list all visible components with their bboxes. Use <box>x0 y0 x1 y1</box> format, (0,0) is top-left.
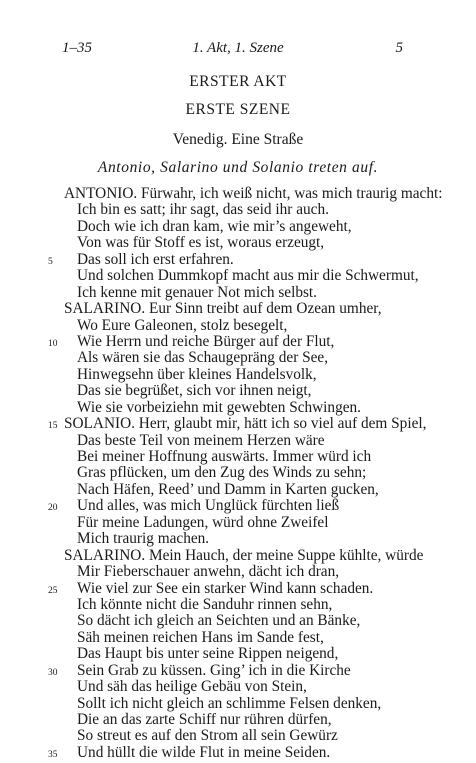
verse-line <box>0 252 476 268</box>
verse-line <box>0 531 476 547</box>
verse-line <box>0 646 476 662</box>
line-text: Doch wie ich dran kam, wie mir’s angeweht, <box>77 217 352 235</box>
line-text: Die an das zarte Schiff nur rühren dürfen, <box>77 711 332 728</box>
speaker-line-text: SALARINO. Mein Hauch, der meine Suppe kühlte, würde <box>64 546 424 564</box>
line-text: Das sie begrüßet, sich vor ihnen neigt, <box>77 382 312 400</box>
verse-line <box>0 416 476 432</box>
line-text: Hinwegsehn über kleines Handelsvolk, <box>77 365 317 383</box>
page-range: 1–35 <box>62 40 92 56</box>
verse-line <box>0 235 476 251</box>
line-number: 15 <box>48 421 58 432</box>
verse-line <box>0 285 476 301</box>
verse-line <box>0 334 476 350</box>
verse-line <box>0 712 476 728</box>
verse-line <box>0 383 476 399</box>
verse-line <box>0 630 476 646</box>
verse-line <box>0 186 476 202</box>
speaker-line-text: ANTONIO. Fürwahr, ich weiß nicht, was mich traurig macht: <box>64 185 443 202</box>
verse-line <box>0 465 476 481</box>
line-text: Wie viel zur See ein starker Wind kann schaden. <box>77 579 374 597</box>
line-text: Das Haupt bis unter seine Rippen neigend, <box>77 645 339 663</box>
verse-line <box>0 400 476 416</box>
running-header: 1. Akt, 1. Szene <box>192 40 284 56</box>
verse-line <box>0 482 476 498</box>
line-text: Von was für Stoff es ist, woraus erzeugt, <box>77 234 325 252</box>
line-number: 10 <box>48 338 58 349</box>
line-text: Das soll ich erst erfahren. <box>77 250 234 268</box>
speaker-line-text: SOLANIO. Herr, glaubt mir, hätt ich so viel auf dem Spiel, <box>64 415 427 433</box>
verse-line <box>0 597 476 613</box>
line-text: Wie sie vorbeiziehn mit gewebten Schwingen. <box>77 398 361 416</box>
line-text: Sollt ich nicht gleich an schlimme Felsen denken, <box>77 694 382 712</box>
line-text: Wie Herrn und reiche Bürger auf der Flut, <box>77 332 335 350</box>
line-text: Das beste Teil von meinem Herzen wäre <box>77 431 325 449</box>
verse-line <box>0 564 476 580</box>
line-number: 25 <box>48 585 58 596</box>
line-number: 20 <box>48 503 58 514</box>
line-text: Ich kenne mit genauer Not mich selbst. <box>77 283 318 301</box>
line-text: Ich bin es satt; ihr sagt, das seid ihr auch. <box>77 201 329 219</box>
line-text: Und hüllt die wilde Flut in meine Seiden. <box>77 743 331 761</box>
verse-line <box>0 679 476 695</box>
line-text: Wo Eure Galeonen, stolz besegelt, <box>77 316 288 334</box>
line-text: Mir Fieberschauer anwehn, dächt ich dran, <box>77 563 340 581</box>
line-text: Und solchen Dummkopf macht aus mir die Schwermut, <box>77 267 419 285</box>
line-text: Säh meinen reichen Hans im Sande fest, <box>77 628 324 646</box>
line-text: Mich traurig machen. <box>77 530 210 548</box>
verse-line <box>0 745 476 761</box>
page-number: 5 <box>395 40 403 56</box>
act-heading: ERSTER AKT <box>189 73 287 90</box>
verse-line <box>0 581 476 597</box>
line-text: So dächt ich gleich an Seichten und an Bänke, <box>77 612 361 630</box>
line-text: Sein Grab zu küssen. Ging’ ich in die Kirche <box>77 661 351 679</box>
verse-line <box>0 498 476 514</box>
line-text: Ich könnte nicht die Sanduhr rinnen sehn, <box>77 595 333 613</box>
line-text: Und alles, was mich Unglück fürchten ließ <box>77 497 340 515</box>
setting-line: Venedig. Eine Straße <box>172 131 304 148</box>
verse-line <box>0 433 476 449</box>
line-number: 35 <box>48 749 58 760</box>
verse-line <box>0 219 476 235</box>
line-text: Bei meiner Hoffnung auswärts. Immer würd ich <box>77 448 372 465</box>
verse-line <box>0 268 476 284</box>
scene-heading: ERSTE SZENE <box>185 101 291 118</box>
verse-line <box>0 367 476 383</box>
verse-line <box>0 515 476 531</box>
verse-text <box>0 186 476 761</box>
verse-line <box>0 449 476 465</box>
line-text: Und säh das heilige Gebäu von Stein, <box>77 678 307 696</box>
line-number: 5 <box>48 256 53 267</box>
verse-line <box>0 663 476 679</box>
verse-line <box>0 202 476 218</box>
stage-direction: Antonio, Salarino und Solanio treten auf. <box>97 159 379 176</box>
verse-line <box>0 696 476 712</box>
line-text: So streut es auf den Strom all sein Gewürz <box>77 727 338 745</box>
verse-line <box>0 350 476 366</box>
line-text: Gras pflücken, um den Zug des Winds zu sehn; <box>77 464 367 482</box>
line-text: Als wären sie das Schaugepräng der See, <box>77 349 329 367</box>
verse-line <box>0 728 476 744</box>
line-number: 30 <box>48 667 58 678</box>
speaker-line-text: SALARINO. Eur Sinn treibt auf dem Ozean umher, <box>64 300 382 318</box>
verse-line <box>0 318 476 334</box>
verse-line <box>0 613 476 629</box>
line-text: Für meine Ladungen, würd ohne Zweifel <box>77 513 329 531</box>
verse-line <box>0 301 476 317</box>
verse-line <box>0 548 476 564</box>
line-text: Nach Häfen, Reed’ und Damm in Karten gucken, <box>77 480 379 498</box>
